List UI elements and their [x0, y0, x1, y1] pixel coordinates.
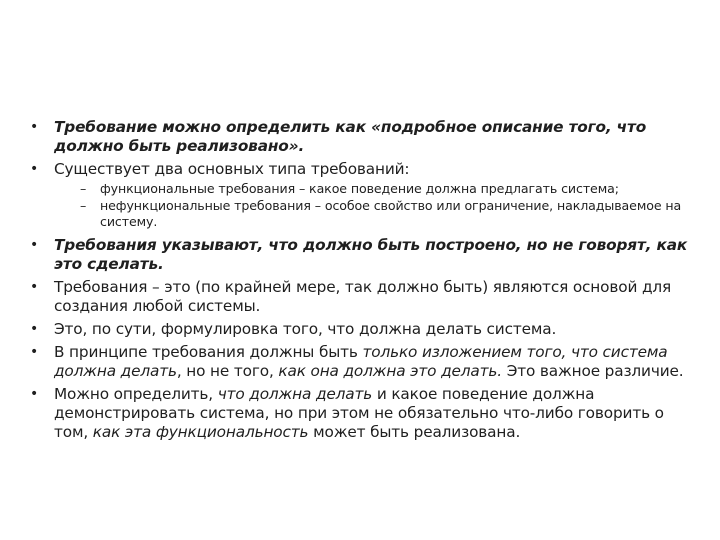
bullet-text-italic: только изложением того, что система должна делать [54, 343, 668, 380]
bullet-text: Требование можно определить как «подробное описание того, что должно быть реализовано». [54, 118, 647, 155]
bullet-text: В принципе требования должны быть [54, 343, 363, 361]
bullet-text: Это важное различие. [501, 362, 684, 380]
bullet-text-italic: что должна делать [217, 385, 373, 403]
sub-bullet-item: – нефункциональные требования – особое свойство или ограничение, накладываемое на систему. [62, 198, 693, 230]
sub-bullet-item: – функциональные требования – какое поведение должна предлагать система; [62, 181, 693, 197]
bullet-text: может быть реализована. [308, 423, 521, 441]
bullet-text-italic: как эта функциональность [92, 423, 309, 441]
bullet-text: Требования – это (по крайней мере, так должно быть) являются основой для создания любой системы. [54, 278, 672, 315]
bullet-text: Это, по сути, формулировка того, что должна делать система. [54, 320, 557, 338]
sub-bullet-list [54, 181, 693, 230]
bullet-item [28, 320, 693, 339]
bullet-text: Требования указывают, что должно быть построено, но не говорят, как это сделать. [54, 236, 688, 273]
bullet-text: и какое поведение должна демонстрировать система, но при этом не обязательно что-либо говорить о том, [54, 385, 664, 441]
bullet-text: , но не того, [176, 362, 279, 380]
bullet-item [28, 236, 693, 274]
bullet-item [28, 160, 693, 230]
bullet-text: Существует два основных типа требований: [54, 160, 410, 178]
bullet-item [28, 385, 693, 442]
bullet-text-italic: как она должна это делать. [278, 362, 502, 380]
bullet-item [28, 118, 693, 156]
bullet-list [28, 118, 693, 442]
bullet-text: Можно определить, [54, 385, 218, 403]
slide-body [28, 118, 693, 446]
bullet-item [28, 278, 693, 316]
bullet-item [28, 343, 693, 381]
